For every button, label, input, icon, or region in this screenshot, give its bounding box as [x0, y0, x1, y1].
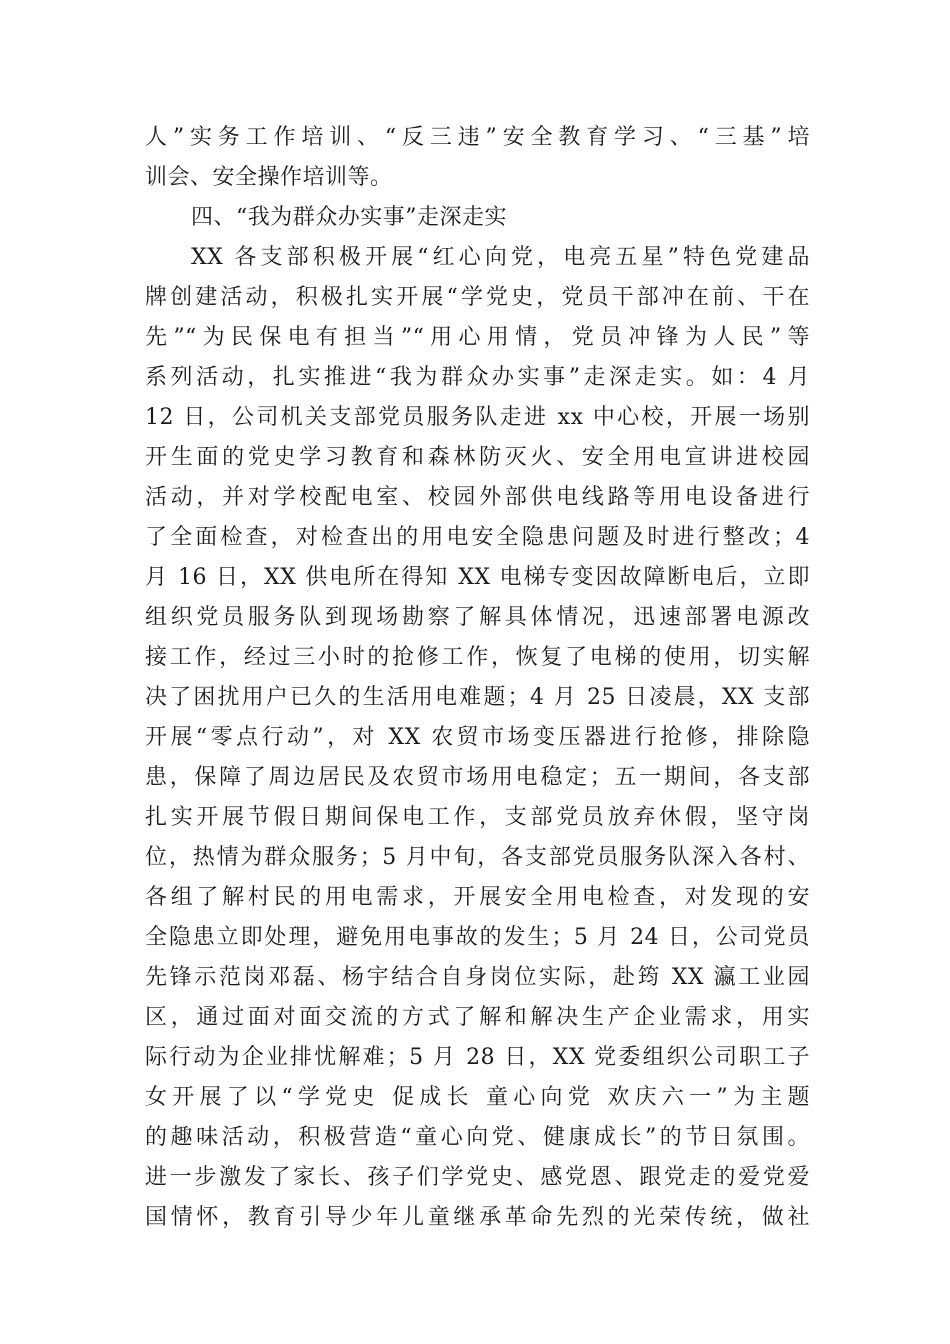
- text-line: 决了困扰用户已久的生活用电难题；4 月 25 日凌晨，XX 支部: [145, 685, 810, 710]
- section-heading: 四、“我为群众办实事”走深走实: [191, 205, 507, 230]
- text-line: 人”实务工作培训、“反三违”安全教育学习、“三基”培: [145, 125, 810, 150]
- text-line: 活动，并对学校配电室、校园外部供电线路等用电设备进行: [145, 485, 810, 510]
- text-line: 国情怀，教育引导少年儿童继承革命先烈的光荣传统，做社: [145, 1205, 810, 1230]
- text-line: 际行动为企业排忧解难；5 月 28 日，XX 党委组织公司职工子: [145, 1045, 810, 1070]
- text-line: 接工作，经过三小时的抢修工作，恢复了电梯的使用，切实解: [145, 645, 810, 670]
- text-line: 先”“为民保电有担当”“用心用情，党员冲锋为人民”等: [145, 325, 810, 350]
- text-line: 训会、安全操作培训等。: [145, 165, 393, 190]
- text-line: 全隐患立即处理，避免用电事故的发生；5 月 24 日，公司党员: [145, 925, 810, 950]
- text-line: 的趣味活动，积极营造“童心向党、健康成长”的节日氛围。: [145, 1125, 810, 1150]
- text-line: 12 日，公司机关支部党员服务队走进 xx 中心校，开展一场别: [145, 405, 810, 430]
- text-line: 牌创建活动，积极扎实开展“学党史，党员干部冲在前、干在: [145, 285, 810, 310]
- text-line: 进一步激发了家长、孩子们学党史、感党恩、跟党走的爱党爱: [145, 1165, 810, 1190]
- text-line: 先锋示范岗邓磊、杨宇结合自身岗位实际，赴筠 XX 瀛工业园: [145, 965, 810, 990]
- text-line: 开生面的党史学习教育和森林防灭火、安全用电宣讲进校园: [145, 445, 810, 470]
- text-line: 区，通过面对面交流的方式了解和解决生产企业需求，用实: [145, 1005, 810, 1030]
- text-line: 位，热情为群众服务；5 月中旬，各支部党员服务队深入各村、: [145, 845, 810, 870]
- text-line: 组织党员服务队到现场勘察了解具体情况，迅速部署电源改: [145, 605, 810, 630]
- text-line: 患，保障了周边居民及农贸市场用电稳定；五一期间，各支部: [145, 765, 810, 790]
- text-line: 月 16 日，XX 供电所在得知 XX 电梯专变因故障断电后，立即: [145, 565, 810, 590]
- text-line: 女开展了以“学党史 促成长 童心向党 欢庆六一”为主题: [145, 1085, 810, 1110]
- text-line: 了全面检查，对检查出的用电安全隐患问题及时进行整改；4: [145, 525, 810, 550]
- text-line: XX 各支部积极开展“红心向党，电亮五星”特色党建品: [191, 245, 810, 270]
- text-line: 开展“零点行动”，对 XX 农贸市场变压器进行抢修，排除隐: [145, 725, 810, 750]
- text-line: 各组了解村民的用电需求，开展安全用电检查，对发现的安: [145, 885, 810, 910]
- body-text: [145, 118, 810, 1238]
- text-line: 扎实开展节假日期间保电工作，支部党员放弃休假，坚守岗: [145, 805, 810, 830]
- text-line: 系列活动，扎实推进“我为群众办实事”走深走实。如：4 月: [145, 365, 810, 390]
